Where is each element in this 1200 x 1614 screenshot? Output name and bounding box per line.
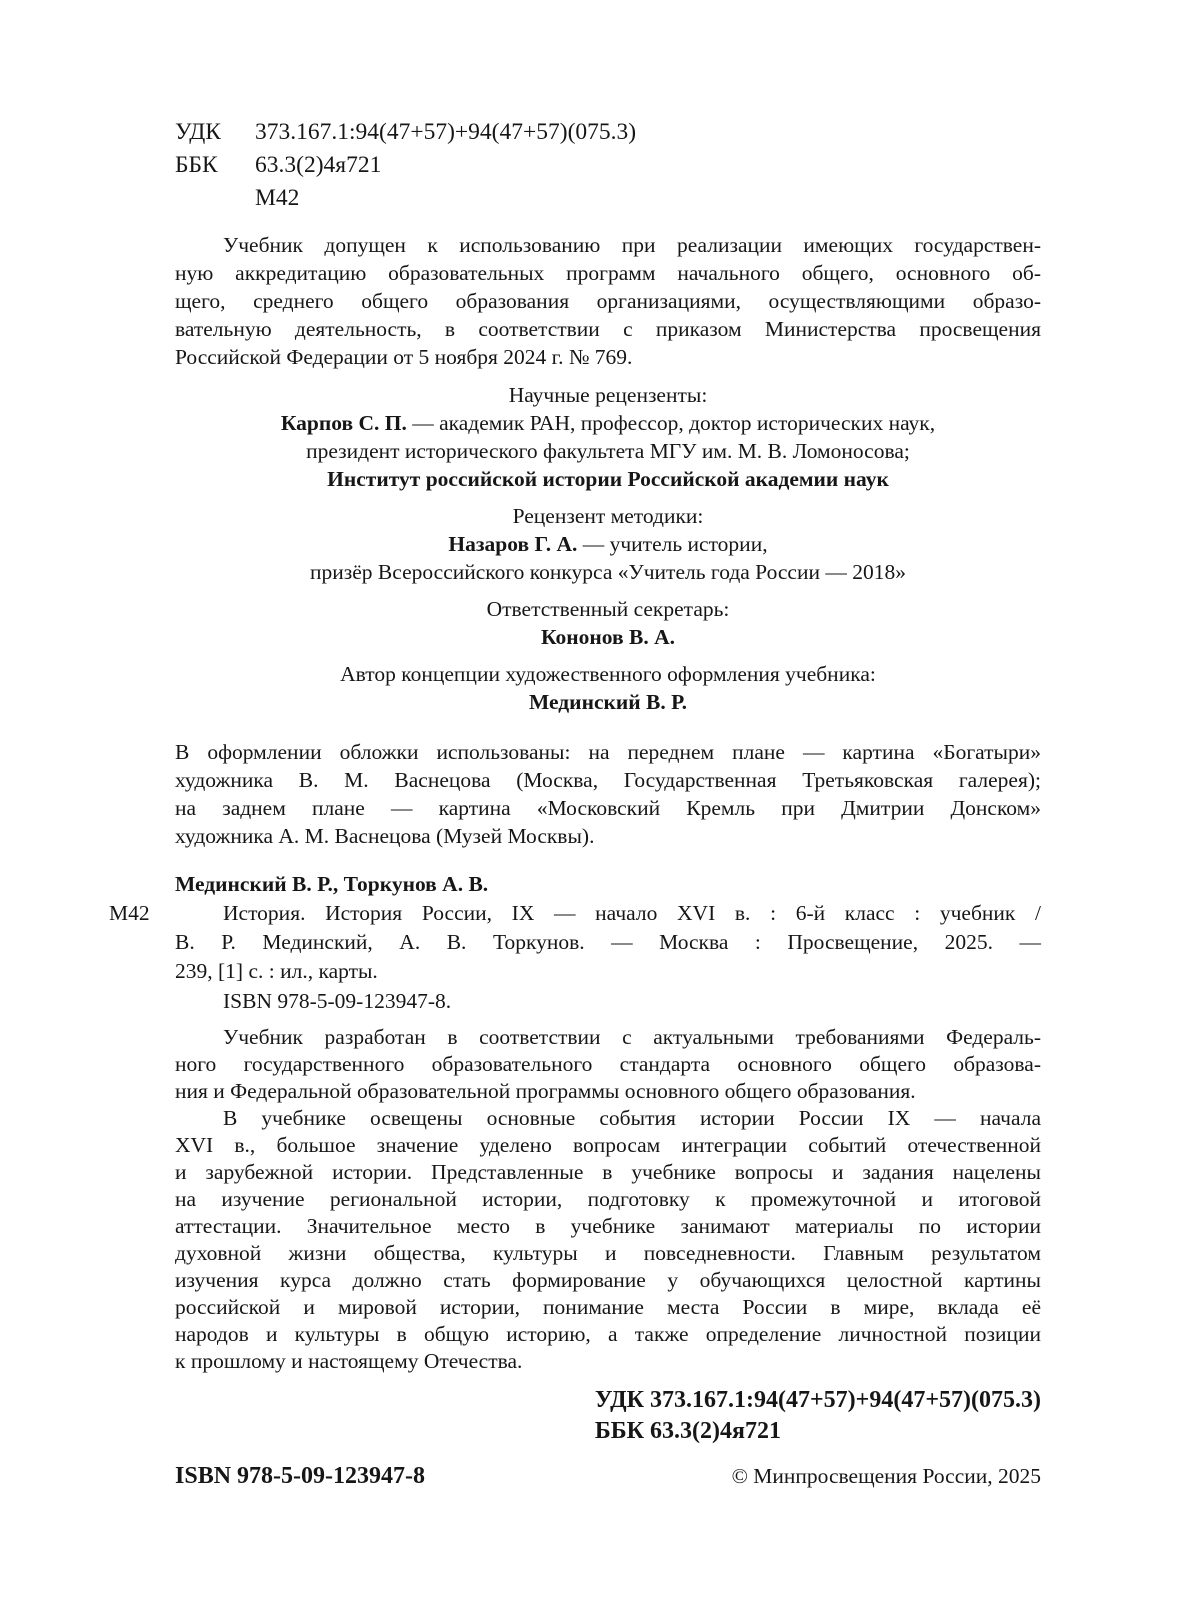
annotation2-line: XVI в., большое значение уделено вопросам интеграции событий отечественной	[175, 1133, 1041, 1157]
annotation2-line: духовной жизни общества, культуры и повседневности. Главным результатом	[175, 1241, 1041, 1265]
cover-note-line: В оформлении обложки использованы: на переднем плане — картина «Богатыри»	[175, 740, 1041, 764]
cover-note-line: художника В. М. Васнецова (Москва, Государственная Третьяковская галерея);	[175, 768, 1041, 792]
annotation2-line: народов и культуры в общую историю, а также определение личностной позиции	[175, 1322, 1041, 1346]
approval-line: Российской Федерации от 5 ноября 2024 г. № 769.	[175, 345, 633, 369]
bbk-line	[175, 149, 1041, 182]
udk-value: 373.167.1:94(47+57)+94(47+57)(075.3)	[255, 119, 637, 145]
cover-note-line: на заднем плане — картина «Московский Кремль при Дмитрии Донском»	[175, 796, 1041, 820]
secretary-name: Кононов В. А.	[541, 625, 675, 649]
reviewers-heading: Научные рецензенты:	[508, 383, 708, 407]
methodics-heading: Рецензент методики:	[512, 504, 704, 528]
annotation2-line: аттестации. Значительное место в учебнике занимают материалы по истории	[175, 1214, 1041, 1238]
bottom-codes-block	[595, 1385, 1041, 1447]
annotation1-line: Учебник разработан в соответствии с актуальными требованиями Федераль-	[223, 1025, 1041, 1049]
annotation1-line: ного государственного образовательного стандарта основного общего образова-	[175, 1052, 1041, 1076]
footer-row	[175, 1463, 1041, 1490]
cover-note-line: художника А. М. Васнецова (Музей Москвы).	[175, 824, 595, 848]
secretary-heading: Ответственный секретарь:	[486, 597, 730, 621]
catalog-line-1	[109, 899, 1041, 928]
footer-copyright: © Минпросвещения России, 2025	[731, 1464, 1041, 1488]
approval-paragraph	[175, 231, 1041, 371]
reviewer-karpov-line2: президент исторического факультета МГУ им. М. В. Ломоносова;	[306, 439, 910, 463]
methodics-nazarov-line	[175, 530, 1041, 558]
annotation2-line: российской и мировой истории, понимание места России в мире, вклада её	[175, 1295, 1041, 1319]
catalog-authors: Мединский В. Р., Торкунов А. В.	[175, 872, 489, 896]
cover-note-paragraph	[175, 738, 1041, 850]
annotation-paragraph-2	[175, 1105, 1041, 1375]
approval-line: ную аккредитацию образовательных программ начального общего, основного об-	[175, 261, 1041, 285]
bbk-value: 63.3(2)4я721	[255, 152, 382, 178]
annotation2-line: изучения курса должно стать формирование у обучающихся целостной картины	[175, 1268, 1041, 1292]
annotation2-line: В учебнике освещены основные события истории России IX — начала	[223, 1106, 1041, 1130]
annotation-paragraph-1	[175, 1024, 1041, 1105]
udk-line	[175, 116, 1041, 149]
annotation2-line: на изучение региональной истории, подготовку к промежуточной и итоговой	[175, 1187, 1041, 1211]
bottom-bbk-line: ББК 63.3(2)4я721	[594, 1418, 782, 1444]
annotation2-line: к прошлому и настоящему Отечества.	[175, 1349, 523, 1373]
footer-isbn: ISBN 978-5-09-123947-8	[175, 1463, 425, 1489]
design-name: Мединский В. Р.	[529, 690, 687, 714]
methodics-nazarov-name: Назаров Г. А.	[448, 532, 578, 556]
catalog-line-3: 239, [1] с. : ил., карты.	[175, 959, 378, 983]
design-heading: Автор концепции художественного оформления учебника:	[340, 662, 876, 686]
annotation1-line: ния и Федеральной образовательной программы основного общего образования.	[175, 1079, 916, 1103]
classification-sign-line	[175, 182, 1041, 215]
reviewer-institute-line: Институт российской истории Российской академии наук	[327, 467, 889, 491]
top-codes-block	[175, 116, 1041, 215]
udk-label: УДК	[175, 119, 221, 145]
bottom-udk-line: УДК 373.167.1:94(47+57)+94(47+57)(075.3)	[594, 1387, 1041, 1413]
catalog-sign: М42	[109, 901, 150, 925]
annotation2-line: и зарубежной истории. Представленные в учебнике вопросы и задания нацелены	[175, 1160, 1041, 1184]
approval-line: щего, среднего общего образования организациями, осуществляющими образо-	[175, 289, 1041, 313]
approval-line: вательную деятельность, в соответствии с приказом Министерства просвещения	[175, 317, 1041, 341]
catalog-line-1-text: История. История России, IX — начало XVI в. : 6-й класс : учебник /	[223, 901, 1041, 925]
page-content	[109, 116, 1041, 1490]
methodics-nazarov-title: — учитель истории,	[577, 532, 768, 556]
catalog-line-2: В. Р. Мединский, А. В. Торкунов. — Москва : Просвещение, 2025. —	[175, 930, 1041, 954]
approval-line: Учебник допущен к использованию при реализации имеющих государствен-	[223, 233, 1041, 257]
reviewer-karpov-name: Карпов С. П.	[280, 411, 407, 435]
catalog-isbn: ISBN 978-5-09-123947-8.	[223, 989, 452, 1013]
catalog-entry	[109, 870, 1041, 1016]
reviewer-karpov-title: — академик РАН, профессор, доктор исторических наук,	[406, 411, 936, 435]
classification-sign: М42	[255, 185, 300, 211]
methodics-prize-line: призёр Всероссийского конкурса «Учитель года России — 2018»	[310, 560, 906, 584]
bbk-label: ББК	[175, 152, 218, 178]
credits-block	[175, 381, 1041, 716]
reviewer-karpov-line	[175, 409, 1041, 437]
